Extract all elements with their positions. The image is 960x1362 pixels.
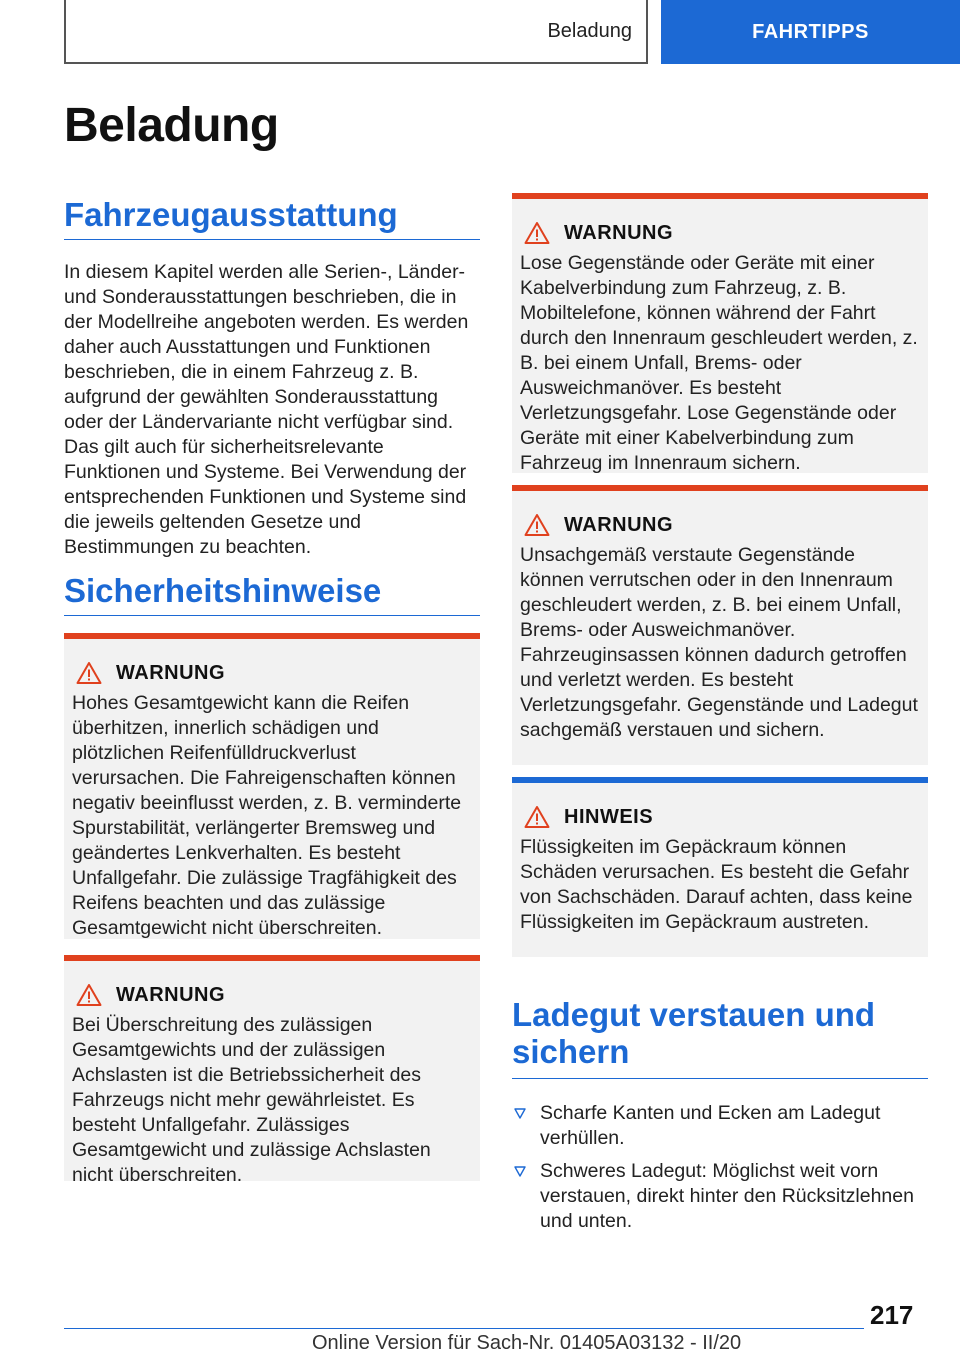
section-sicherheit (64, 572, 480, 616)
header-section-label: Beladung (547, 19, 632, 42)
warning-box-4-header (524, 513, 920, 537)
hint-box (512, 777, 928, 957)
warning-box-4-text: Unsachgemäß verstaute Gegenstände können verrutschen oder in den Innenraum geschleudert werden, z. B. bei einem Unfall, Brems- oder Ausweichmanöver. Fahrzeuginsassen können dadurch getroffen und verletzt werden. Es besteht Verletzungsgefahr. Gegenstände und Ladegut sachgemäß verstauen und sichern. (520, 544, 918, 741)
warning-box-3-text: Lose Gegenstände oder Geräte mit einer Kabelverbindung zum Fahrzeug, z. B. Mobiltelefone, können während der Fahrt durch den Innenraum geschleudert werden, z. B. bei einem Unfall, Brems- oder Ausweichmanöver. Es besteht Verletzungsgefahr. Lose Gegenstände oder Geräte mit einer Kabelverbindung zum Fahrzeug im Innenraum sichern. (520, 252, 918, 474)
warning-box-4 (512, 485, 928, 765)
header-chapter-tab (661, 0, 960, 64)
heading-fahrzeugausstattung: Fahrzeugausstattung (64, 196, 480, 240)
warning-box-1 (64, 633, 480, 939)
triangle-bullet-icon (514, 1166, 526, 1178)
warning-box-3 (512, 193, 928, 473)
list-item (512, 1101, 928, 1151)
warning-box-3-title: WARNUNG (564, 221, 674, 244)
ausstattung-text: In diesem Kapitel werden alle Serien-, Länder- und Sonderausstattungen beschrieben, die in der Modellreihe angeboten werden. Es werden daher auch Ausstattungen und Funktionen beschrieben, die in einem Fahrzeug z. B. aufgrund der gewählten Sonderausstattung oder der Ländervariante nicht verfügbar sind. Das gilt auch für sicherheitsrelevante Funktionen und Systeme. Bei Verwendung der entsprechenden Funktionen und Systeme sind die jeweils geltenden Gesetze und Bestimmungen zu beachten. (64, 261, 469, 558)
warning-box-2 (64, 955, 480, 1186)
warning-box-1-text: Hohes Gesamtgewicht kann die Reifen überhitzen, innerlich schädigen und plötzlichen Reifenfülldruckverlust verursachen. Die Fahreigenschaften können negativ beeinflusst werden, z. B. verminderte Spurstabilität, verlängerter Bremsweg und geändertes Lenkverhalten. Es besteht Unfallgefahr. Die zulässige Tragfähigkeit des Reifens beachten und das zulässige Gesamtgewicht nicht überschreiten. (72, 692, 462, 939)
warning-box-2-header (76, 983, 472, 1007)
section-ausstattung (64, 196, 480, 560)
footer-divider (64, 1328, 864, 1329)
warning-box-1-header (76, 661, 472, 685)
warning-box-2-title: WARNUNG (116, 983, 226, 1006)
list-item (512, 1159, 928, 1234)
list-item-text: Scharfe Kanten und Ecken am Ladegut verhüllen. (540, 1102, 881, 1149)
warning-triangle-icon (524, 513, 550, 537)
heading-ladegut: Ladegut verstauen und sichern (512, 996, 928, 1079)
hint-box-header (524, 805, 920, 829)
hint-box-title: HINWEIS (564, 805, 654, 828)
page-number: 217 (870, 1300, 914, 1330)
warning-box-1-title: WARNUNG (116, 661, 226, 684)
warning-triangle-icon (76, 661, 102, 685)
page-title: Beladung (64, 99, 279, 152)
footer-online-version: Online Version für Sach-Nr. 01405A03132 - II/20 (312, 1332, 742, 1354)
list-item-text: Schweres Ladegut: Möglichst weit vorn verstauen, direkt hinter den Rücksitzlehnen und unten. (540, 1160, 914, 1232)
warning-box-2-text: Bei Überschreitung des zulässigen Gesamtgewichts und der zulässigen Achslasten ist die Betriebssicherheit des Fahrzeugs nicht mehr gewährleistet. Es besteht Unfallgefahr. Zulässiges Gesamtgewicht und zulässige Achslasten nicht überschreiten. (72, 1014, 431, 1186)
ladegut-list (512, 1101, 928, 1234)
warning-triangle-icon (524, 805, 550, 829)
header-chapter-label: FAHRTIPPS (752, 20, 869, 43)
warning-box-4-title: WARNUNG (564, 513, 674, 536)
hint-box-text: Flüssigkeiten im Gepäckraum können Schäden verursachen. Es besteht die Gefahr von Sachschäden. Darauf achten, dass keine Flüssigkeiten im Gepäckraum austreten. (520, 836, 913, 933)
warning-triangle-icon (76, 983, 102, 1007)
header-section-tab (64, 0, 648, 64)
warning-triangle-icon (524, 221, 550, 245)
section-ladegut (512, 996, 928, 1242)
warning-box-3-header (524, 221, 920, 245)
triangle-bullet-icon (514, 1108, 526, 1120)
heading-sicherheitshinweise: Sicherheitshinweise (64, 572, 480, 616)
